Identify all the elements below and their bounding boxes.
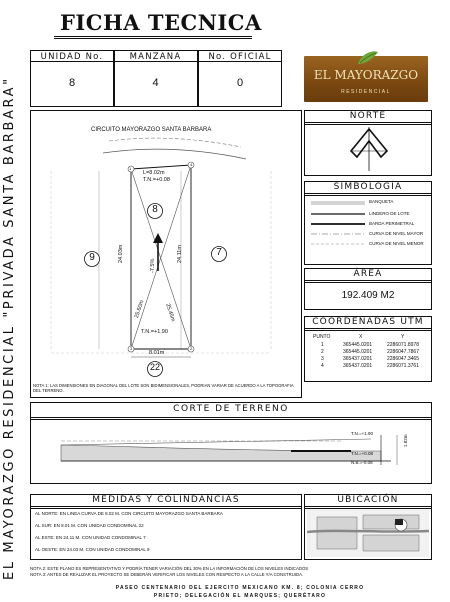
utm-header-y: Y: [401, 334, 405, 340]
side-title: EL MAYORAZGO RESIDENCIAL "PRIVADA SANTA BARBARA": [2, 76, 17, 580]
section-mid-level: T.N.=+0.08: [351, 451, 374, 456]
logo-sub: RESIDENCIAL: [341, 89, 391, 95]
utm-row-4-point: 4: [321, 363, 324, 369]
location-map: [307, 509, 429, 557]
footer-address-line-2: PRIETO; DELEGACIÓN EL MARQUES; QUERÉTARO: [153, 593, 327, 599]
bottom-level: T.N.=+1.90: [141, 329, 168, 335]
brand-logo: [304, 56, 428, 102]
slope-label: -7.5%: [150, 258, 156, 273]
symbology-title: SIMBOLOGÍA: [305, 182, 431, 196]
utm-row-2-x: 365445.0201: [343, 349, 373, 355]
left-neighbor: 9: [89, 252, 95, 263]
vertex-3: 3: [130, 346, 133, 351]
unit-header: UNIDAD No.: [40, 52, 104, 62]
terrain-section-panel: [30, 402, 432, 484]
utm-row-3-y: 2286047.3465: [387, 356, 419, 362]
location-panel: [304, 494, 432, 560]
diagonal-a: 25.60m: [134, 299, 146, 319]
section-dimension: 1.82m: [403, 434, 408, 447]
title-underline: [54, 36, 252, 39]
boundary-north: AL NORTE: EN LINEA CURVA DE 8.02 M. CON CIRCUITO MAYORAZGO SANTA BARBARA: [35, 511, 223, 516]
section-top-level: T.N.=+1.90: [351, 431, 374, 436]
vertex-1: 1: [129, 166, 132, 171]
plan-note: NOTA 1: LAS DIMENSIONES EN DIAGONAL DEL LOTE SON BIDIMENSIONALES, PODRIAN VARIAR DE ACUERDO A LA TOPOGRAFIA DEL TERRENO.: [33, 383, 294, 394]
utm-title: COORDENADAS UTM: [305, 317, 431, 331]
utm-row-1-point: 1: [321, 342, 324, 348]
north-panel: [304, 110, 432, 176]
block-header: MANZANA: [129, 52, 182, 62]
symbol-major-contour: CURVA DE NIVEL MAYOR: [369, 231, 424, 236]
area-value: 192.409 M2: [341, 290, 395, 301]
symbol-sidewalk: BANQUETA: [369, 199, 394, 204]
symbology-swatches: [309, 196, 367, 262]
boundaries-panel: [30, 494, 302, 560]
top-dimension: L=8.02m: [143, 170, 165, 176]
block-value: 4: [152, 77, 159, 89]
logo-name: EL MAYORAZGO: [313, 68, 419, 82]
lot-number: 8: [152, 204, 158, 215]
top-level: T.N.=+0.08: [143, 177, 170, 183]
utm-header-point: PUNTO: [313, 334, 331, 340]
section-bottom-level: N.B.=-0.08: [351, 460, 373, 465]
area-title: ÁREA: [305, 269, 431, 283]
right-neighbor: 7: [216, 247, 222, 258]
symbol-perimeter-wall: BARDA PERIMETRAL: [369, 221, 415, 226]
boundary-south: AL SUR: EN 8.01 M. CON UNIDAD CONDOMINAL 22: [35, 523, 144, 528]
boundaries-title: MEDIDAS Y COLINDANCIAS: [31, 495, 301, 509]
utm-header-x: X: [359, 334, 363, 340]
left-dimension: 24.03m: [118, 244, 124, 263]
vertex-4: 4: [190, 162, 193, 167]
area-panel: [304, 268, 432, 310]
symbol-minor-contour: CURVA DE NIVEL MENOR: [369, 241, 424, 246]
footer-address-line-1: PASEO CENTENARIO DEL EJERCITO MEXICANO KM. 8; COLONIA CERRO: [115, 585, 365, 591]
utm-row-1-x: 365445.0201: [343, 342, 373, 348]
lot-info-table: [30, 50, 282, 107]
plan-street-title: CIRCUITO MAYORAZGO SANTA BARBARA: [91, 127, 212, 133]
utm-row-3-point: 3: [321, 356, 324, 362]
vertex-2: 2: [190, 346, 193, 351]
utm-row-3-x: 365437.0201: [343, 356, 373, 362]
utm-row-1-y: 2286071.8978: [387, 342, 419, 348]
bottom-neighbor: 22: [149, 362, 160, 372]
north-arrow-icon: [347, 125, 391, 173]
lot-plan-panel: [30, 110, 302, 398]
symbol-lot-line: LINDERO DE LOTE: [369, 211, 410, 216]
official-number-value: 0: [236, 77, 244, 89]
leaf-icon: [356, 50, 380, 66]
note-3: NOTA 3: ANTES DE REALIZAR EL PROYECTO SE DEBERÁN VERIFICAR LOS NIVELES CON RESPECTO A LA CALLE Y/A CONSTRUIDA.: [30, 572, 304, 577]
utm-panel: [304, 316, 432, 382]
utm-row-2-y: 2286047.7867: [387, 349, 419, 355]
location-title: UBICACIÓN: [305, 495, 431, 509]
official-number-header: No. OFICIAL: [208, 52, 272, 62]
utm-row-4-x: 365437.0201: [343, 363, 373, 369]
boundary-east: AL ESTE: EN 24.11 M. CON UNIDAD CONDOMINAL 7: [35, 535, 146, 540]
page-title: FICHA TECNICA: [60, 10, 262, 35]
unit-value: 8: [68, 77, 76, 89]
right-dimension: 24.11m: [177, 245, 183, 263]
lot-plan-drawing: [31, 111, 301, 397]
utm-row-2-point: 2: [321, 349, 324, 355]
bottom-dimension: 8.01m: [149, 350, 165, 356]
boundary-west: AL OESTE: EN 24.03 M. CON UNIDAD CONDOMINAL 9: [35, 547, 150, 552]
diagonal-b: 25.45m: [164, 303, 176, 323]
north-title: NORTE: [305, 111, 431, 125]
utm-row-4-y: 2286071.3761: [387, 363, 419, 369]
note-2: NOTA 2: ESTE PLANO ES REPRESENTATIVO Y PODRÍA TENER VARIACIÓN DEL 30% EN LA INFORMACIÓN DE LOS NIVELES INDICADOS: [30, 566, 309, 571]
symbology-panel: [304, 181, 432, 265]
section-title: CORTE DE TERRENO: [173, 404, 289, 414]
